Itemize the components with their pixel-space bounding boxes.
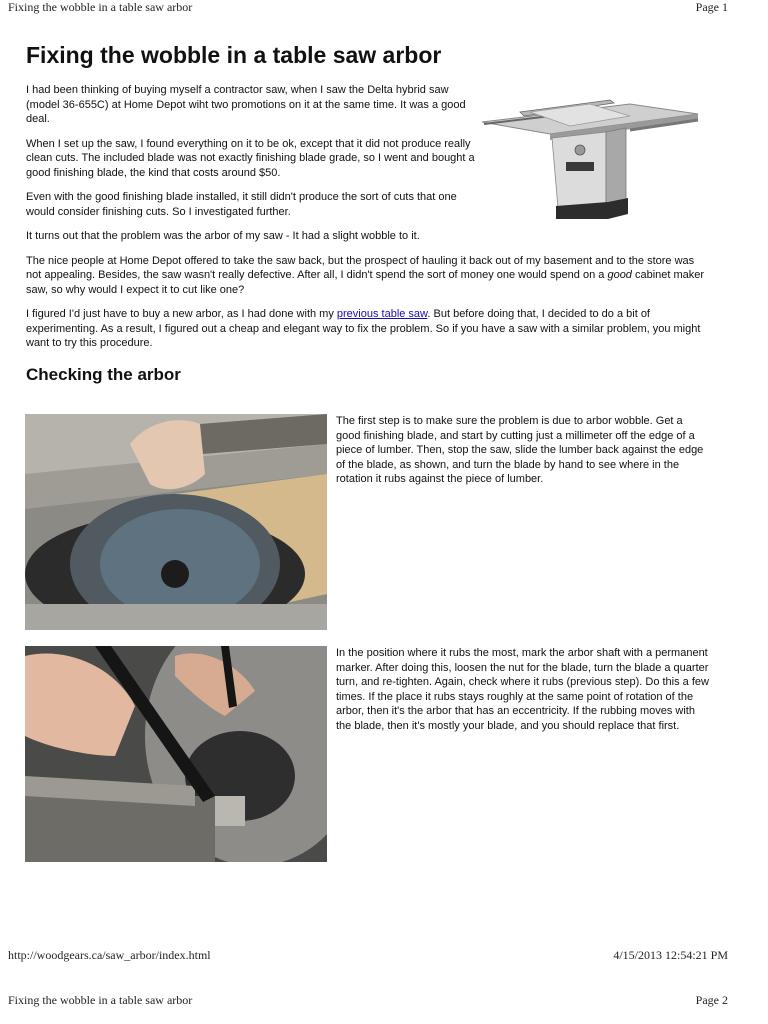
previous-table-saw-link[interactable]: previous table saw: [336, 308, 428, 320]
section-title-checking-arbor: Checking the arbor: [26, 364, 181, 384]
print-footer-timestamp: 4/15/2013 12:54:21 PM: [613, 948, 728, 962]
print-footer-url: http://woodgears.ca/saw_arbor/index.html: [8, 948, 211, 962]
article-title: Fixing the wobble in a table saw arbor: [26, 42, 442, 68]
paragraph-intro: I had been thinking of buying myself a contractor saw, when I saw the Delta hybrid saw (model 36-655C) at Home Depot wiht two promotions on it at the same time. It was a good deal.: [26, 84, 466, 125]
step-1-text: The first step is to make sure the problem is due to arbor wobble. Get a good finishing blade, and start by cutting just a millimeter off the edge of a piece of lumber. Then, stop the saw, slide the lumber back against the edge of the blade, as shown, and turn the blade by hand to see where in the rotation it rubs against the piece of lumber.: [336, 415, 704, 485]
paragraph-setup: When I set up the saw, I found everything on it to be ok, except that it did not produce really clean cuts. The included blade was not exactly finishing blade grade, so I went and bought a good finishing blade, the kind that costs around $50.: [26, 137, 475, 179]
step-2-text-block: [336, 646, 710, 733]
print-header-page: Page 1: [695, 0, 728, 14]
paragraph-experiment: I figured I'd just have to buy a new arbor, as I had done with my previous table saw. But before doing that, I decided to do a bit of experimenting. As a result, I figured out a cheap and elegant way to fix the problem. So if you have a saw with a similar problem, you might want to try this procedure.: [26, 308, 701, 349]
paragraph-home-depot: The nice people at Home Depot offered to take the saw back, but the prospect of hauling it back out of my basement and to the store was not appealing. Besides, the saw wasn't really defective. After all, I didn't spend the sort of money one would spend on a good cabinet maker saw, so why would I expect it to cut like one?: [26, 254, 705, 296]
page-2-header-title: Fixing the wobble in a table saw arbor: [8, 993, 193, 1007]
photo-marking-arbor-shaft: [25, 646, 327, 862]
step-2-text: In the position where it rubs the most, mark the arbor shaft with a permanent marker. After doing this, loosen the nut for the blade, turn the blade a quarter turn, and re-tighten. Again, check where it rubs (previous step). Do this a few times. If the place it rubs stays roughly at the same point of rotation of the arbor, then it's the arbor that has an eccentricity. If the rubbing moves with the blade, then it's mostly your blade, and you should replace that first.: [336, 647, 709, 732]
print-header-title: Fixing the wobble in a table saw arbor: [8, 0, 193, 14]
page-2-header-page: Page 2: [695, 993, 728, 1007]
table-saw-image: [480, 82, 700, 220]
paragraph-problem: It turns out that the problem was the arbor of my saw - It had a slight wobble to it.: [26, 230, 420, 242]
step-1-text-block: [336, 414, 710, 487]
emphasis-good: good: [607, 269, 632, 281]
paragraph-finishing-blade: Even with the good finishing blade installed, it still didn't produce the sort of cuts that one would consider finishing cuts. So I investigated further.: [26, 191, 457, 218]
photo-blade-rubbing-lumber: [25, 414, 327, 630]
